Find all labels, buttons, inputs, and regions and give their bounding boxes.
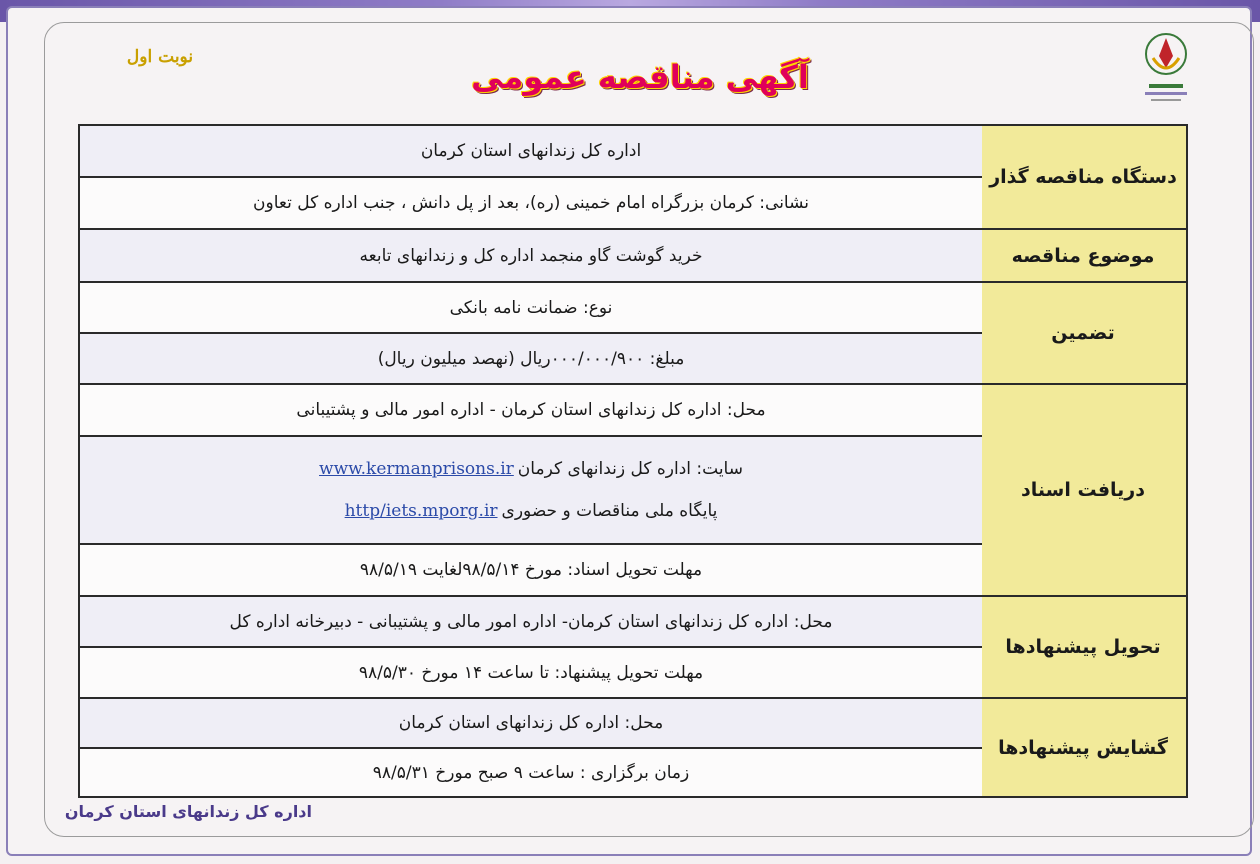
bids-location: محل: اداره کل زندانهای استان کرمان- اداره امور مالی و پشتیبانی - دبیرخانه اداره کل xyxy=(80,597,982,648)
organization-logo-icon xyxy=(1135,28,1197,114)
documents-location: محل: اداره کل زندانهای استان کرمان - اداره امور مالی و پشتیبانی xyxy=(80,385,982,437)
label-opening: گشایش پیشنهادها xyxy=(980,699,1186,796)
label-guarantee: تضمین xyxy=(980,283,1186,385)
documents-deadline: مهلت تحویل اسناد: مورخ ۹۸/۵/۱۴لغایت ۹۸/۵/۱۹ xyxy=(80,545,982,597)
subject-value: خرید گوشت گاو منجمد اداره کل و زندانهای تابعه xyxy=(80,230,982,283)
guarantee-type: نوع: ضمانت نامه بانکی xyxy=(80,283,982,334)
documents-sites xyxy=(80,437,982,545)
site-link[interactable]: www.kermanprisons.ir xyxy=(319,459,514,479)
page-title: آگهی مناقصه عمومی xyxy=(471,58,809,96)
issuer-signature: اداره کل زندانهای استان کرمان xyxy=(64,802,312,821)
portal-link[interactable]: http/iets.mporg.ir xyxy=(344,501,498,521)
label-subject: موضوع مناقصه xyxy=(980,230,1186,283)
guarantee-amount: مبلغ: ۰۰۰/۰۰۰/۹۰۰ریال (نهصد میلیون ریال) xyxy=(80,334,982,385)
content-column xyxy=(80,126,982,796)
organizer-address: نشانی: کرمان بزرگراه امام خمینی (ره)، بعد از پل دانش ، جنب اداره کل تعاون xyxy=(80,178,982,230)
bids-deadline: مهلت تحویل پیشنهاد: تا ساعت ۱۴ مورخ ۹۸/۵/۳۰ xyxy=(80,648,982,699)
label-documents: دریافت اسناد xyxy=(980,385,1186,597)
label-organizer: دستگاه مناقصه گذار xyxy=(980,126,1186,230)
portal-label: پایگاه ملی مناقصات و حضوری xyxy=(501,501,718,521)
opening-location: محل: اداره کل زندانهای استان کرمان xyxy=(80,699,982,749)
organizer-name: اداره کل زندانهای استان کرمان xyxy=(80,126,982,178)
site-line xyxy=(319,459,743,479)
tender-table xyxy=(78,124,1188,798)
round-tag: نوبت اول xyxy=(126,47,194,67)
opening-time: زمان برگزاری : ساعت ۹ صبح مورخ ۹۸/۵/۳۱ xyxy=(80,749,982,796)
label-column xyxy=(978,126,1186,796)
label-bids: تحویل پیشنهادها xyxy=(980,597,1186,699)
site-label: سایت: اداره کل زندانهای کرمان xyxy=(517,459,743,479)
portal-line xyxy=(345,501,718,521)
